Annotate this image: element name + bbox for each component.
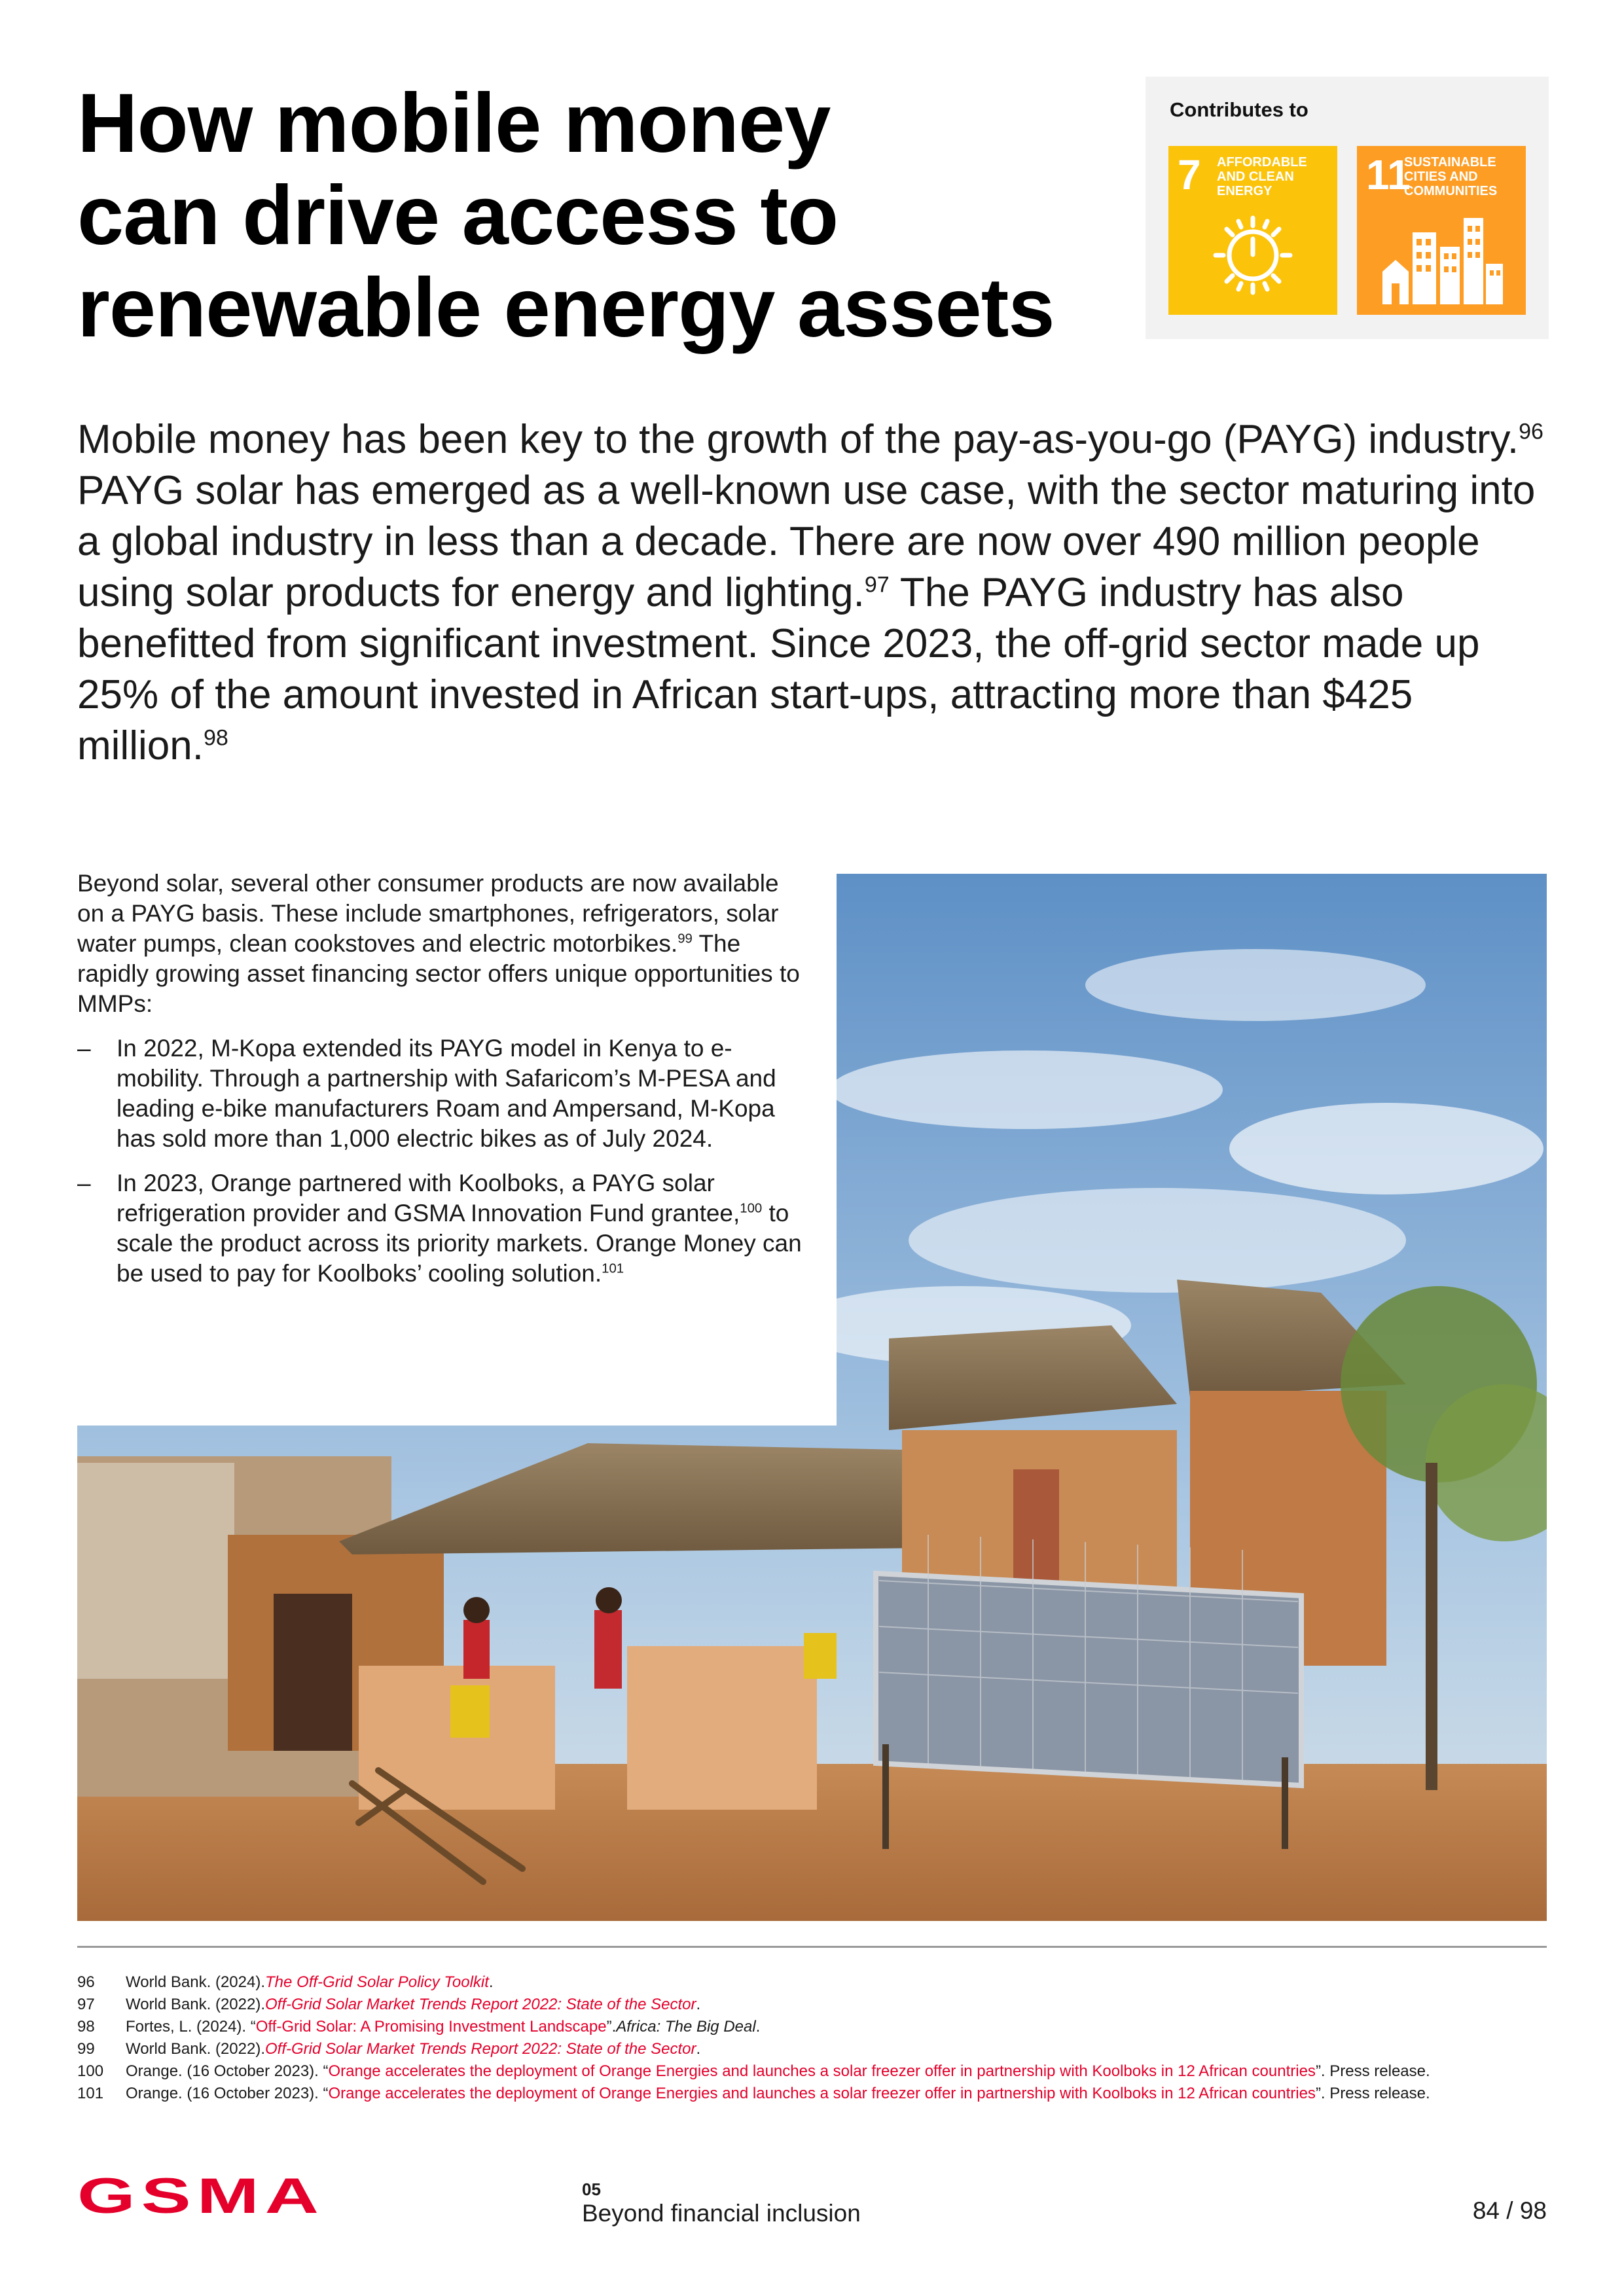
footnote-number: 99	[77, 2040, 95, 2058]
footnote-link[interactable]: Off-Grid Solar: A Promising Investment Landscape	[255, 2018, 607, 2036]
footnote-number: 101	[77, 2085, 104, 2102]
sdg-number: 7	[1178, 151, 1201, 198]
footnote-divider	[77, 1946, 1547, 1948]
footnote-number: 98	[77, 2018, 95, 2036]
footnote-link[interactable]: Off-Grid Solar Market Trends Report 2022: State of the Sector	[265, 2040, 696, 2058]
sdg-tile-7	[1168, 146, 1337, 315]
body-text	[77, 869, 807, 1303]
title-line: renewable energy assets	[77, 261, 1055, 355]
footnote-number: 96	[77, 1973, 95, 1991]
footnote-text: ”. Press release.	[1315, 2085, 1430, 2102]
page-title	[77, 77, 1125, 354]
footnote	[77, 1971, 1557, 1994]
sdg-name: AFFORDABLE AND CLEAN ENERGY	[1217, 155, 1307, 198]
footnote-number: 100	[77, 2062, 104, 2080]
body-text-run: Beyond solar, several other consumer products are now available on a PAYG basis. These include smartphones, refrigerators, solar water pumps, clean cookstoves and electric motorbikes.	[77, 870, 779, 957]
footnote-text: Orange. (16 October 2023). “	[126, 2062, 329, 2080]
footnote-ref[interactable]: 100	[740, 1201, 763, 1216]
footnote-text: .	[696, 2040, 701, 2058]
sdg-tile-11	[1357, 146, 1526, 315]
footnote-ref[interactable]: 99	[677, 931, 693, 946]
sdg-name: SUSTAINABLE CITIES AND COMMUNITIES	[1404, 155, 1498, 198]
footnote	[77, 2060, 1557, 2083]
footnote-text: ”.	[606, 2018, 617, 2036]
footnote-link[interactable]: Off-Grid Solar Market Trends Report 2022: State of the Sector	[265, 1996, 696, 2013]
footnote-ref[interactable]: 96	[1519, 419, 1543, 444]
title-line: How mobile money	[77, 77, 831, 170]
list-item	[77, 1033, 807, 1154]
footnote-text: Orange. (16 October 2023). “	[126, 2085, 329, 2102]
footnote	[77, 2083, 1557, 2105]
bullet-dash: –	[77, 1035, 91, 1062]
footnote-ref[interactable]: 101	[602, 1261, 624, 1276]
title-line: can drive access to	[77, 169, 839, 262]
lead-text: Mobile money has been key to the growth of the pay-as-you-go (PAYG) industry.	[77, 417, 1519, 462]
bullet-dash: –	[77, 1170, 91, 1196]
list-item-text: to scale the product across its priority markets. Orange Money can be used to pay for Koolboks’ cooling solution.	[117, 1200, 802, 1287]
gsma-logo[interactable]	[77, 2177, 326, 2217]
footnote-text: .	[488, 1973, 494, 1991]
footnote-link[interactable]: Orange accelerates the deployment of Orange Energies and launches a solar freezer offer in partnership with Koolboks in 12 African countries	[328, 2062, 1316, 2080]
footnote	[77, 2038, 1557, 2060]
footnote-text: .	[696, 1996, 701, 2013]
lead-text: The PAYG industry has also benefitted from significant investment. Since 2023, the off-grid sector made up 25% of the amount invested in African start-ups, attracting more than $425 million.	[77, 570, 1480, 768]
footnote-source: Africa: The Big Deal	[616, 2018, 756, 2036]
footnote-text: .	[755, 2018, 761, 2036]
section-title[interactable]: Beyond financial inclusion	[582, 2200, 861, 2227]
list-item-text: In 2023, Orange partnered with Koolboks, a PAYG solar refrigeration provider and GSMA Innovation Fund grantee,	[117, 1170, 740, 1227]
footnote-link[interactable]: Orange accelerates the deployment of Orange Energies and launches a solar freezer offer in partnership with Koolboks in 12 African countries	[328, 2085, 1316, 2102]
footnote-text: Fortes, L. (2024). “	[126, 2018, 256, 2036]
sdg-label: Contributes to	[1170, 98, 1308, 121]
sdg-contribution-box	[1146, 77, 1549, 339]
footnote-text: World Bank. (2024).	[126, 1973, 265, 1991]
footnote-text: ”. Press release.	[1315, 2062, 1430, 2080]
sdg-number: 11	[1366, 151, 1411, 198]
list-item	[77, 1168, 807, 1289]
power-sun-icon	[1187, 206, 1318, 304]
body-text-run: The rapidly growing asset financing sector offers unique opportunities to MMPs:	[77, 930, 800, 1017]
footnote-link[interactable]: The Off-Grid Solar Policy Toolkit	[265, 1973, 489, 1991]
footnote-ref[interactable]: 97	[864, 572, 890, 598]
section-number: 05	[582, 2179, 601, 2199]
logo-text: GSMA	[77, 2177, 325, 2217]
page-number: 84 / 98	[1472, 2197, 1547, 2224]
body-paragraph	[77, 869, 807, 1019]
city-buildings-icon	[1376, 206, 1507, 304]
footnote	[77, 2016, 1557, 2038]
footnote-text: World Bank. (2022).	[126, 1996, 265, 2013]
footnote-text: World Bank. (2022).	[126, 2040, 265, 2058]
footnotes	[77, 1971, 1557, 2105]
lead-text: PAYG solar has emerged as a well-known use case, with the sector maturing into a global industry in less than a decade. There are now over 490 million people using solar products for energy and lighting.	[77, 468, 1536, 615]
footnote	[77, 1994, 1557, 2016]
footnote-number: 97	[77, 1996, 95, 2013]
list-item-text: In 2022, M-Kopa extended its PAYG model in Kenya to e-mobility. Through a partnership with Safaricom’s M-PESA and leading e-bike manufacturers Roam and Ampersand, M-Kopa has sold more than 1,000 electric bikes as of July 2024.	[117, 1035, 776, 1152]
bullet-list	[77, 1033, 807, 1289]
footnote-ref[interactable]: 98	[203, 725, 228, 751]
lead-paragraph	[77, 414, 1547, 772]
